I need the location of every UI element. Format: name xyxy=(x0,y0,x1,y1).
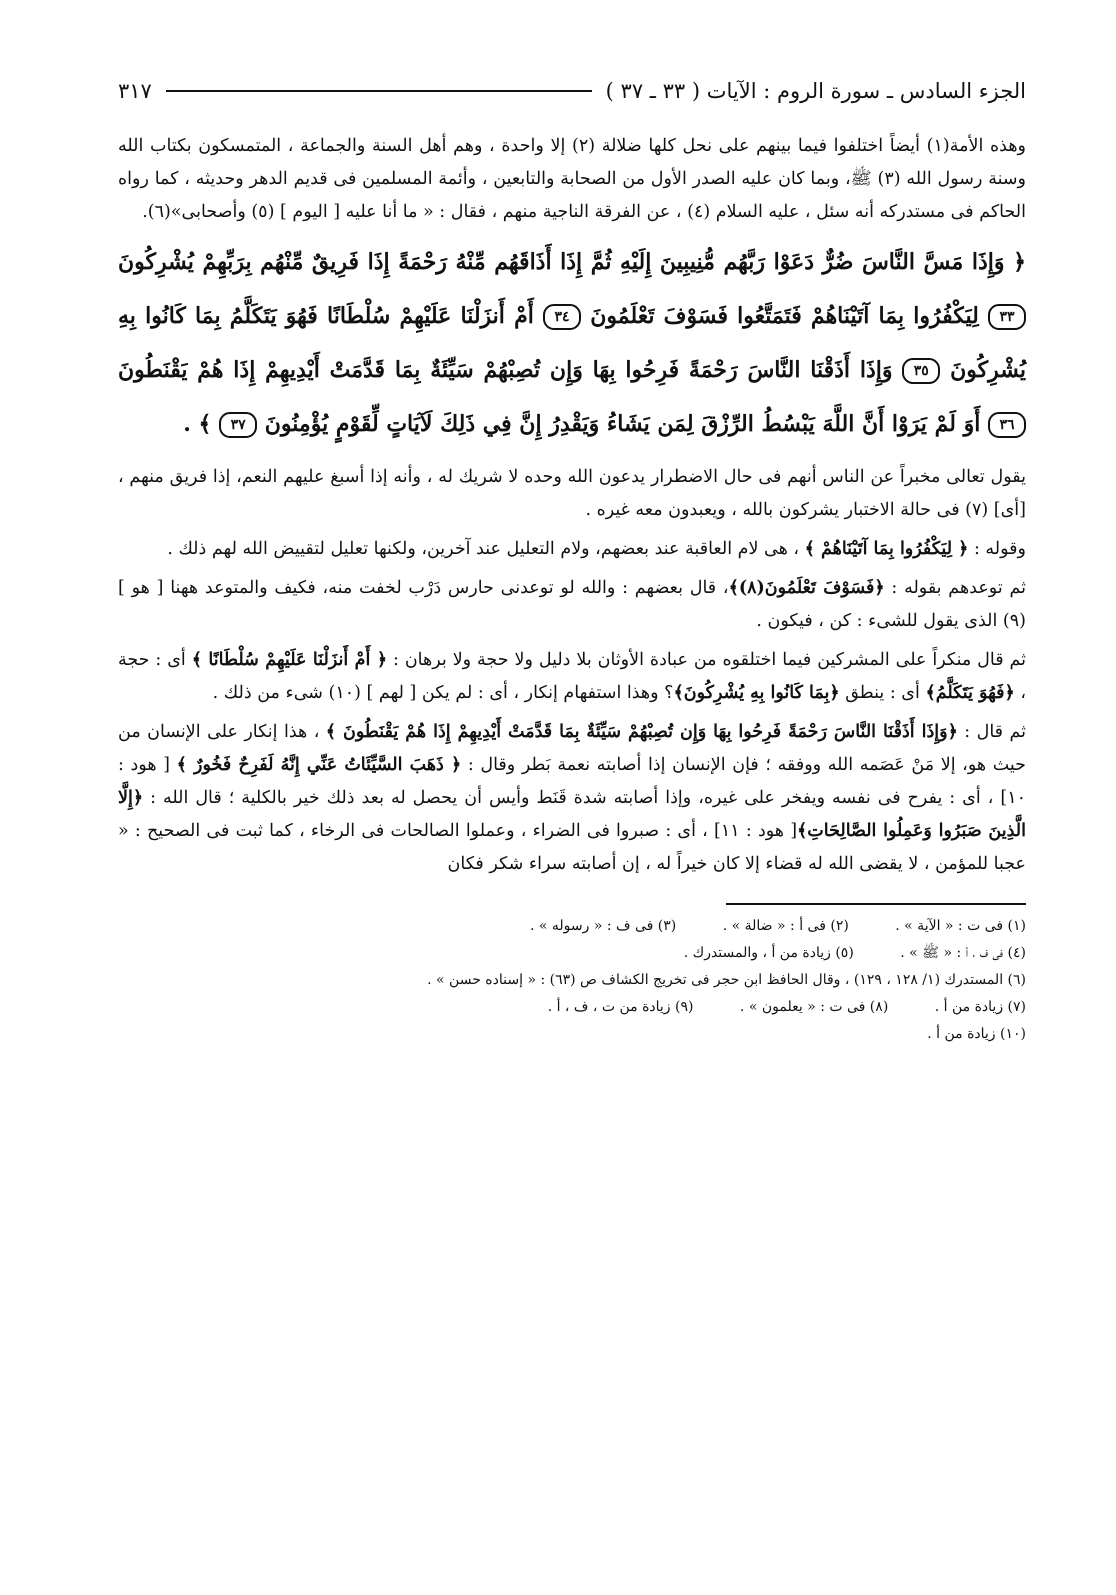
commentary-paragraph xyxy=(118,644,1026,710)
commentary-text: [ هود : ١١] ، أى : صبروا فى الضراء ، وعملوا الصالحات فى الرخاء ، كما ثبت فى الصحيح : « عجبا للمؤمن ، لا يقضى الله له قضاء إلا كان خيراً له ، إن أصابته سراء شكر فكان xyxy=(118,821,1026,874)
commentary-paragraph xyxy=(118,716,1026,881)
footnote-item: (١) فى ت : « الآية » . xyxy=(895,918,1026,934)
footnote-item: (٨) فى ت : « يعلمون » . xyxy=(739,999,889,1015)
ayah-number: ٣٧ xyxy=(219,412,257,438)
footnotes xyxy=(118,913,1026,1048)
commentary-text: ثم قال : xyxy=(957,722,1026,742)
commentary-text: ثم توعدهم بقوله : xyxy=(884,578,1027,598)
commentary-text: ، هذا إنكار على الإنسان من حيث هو، إلا مَنْ عَصَمه الله ووفقه ؛ فإن الإنسان إذا أصابته نعمة بَطر وقال : xyxy=(118,722,1027,775)
intro-paragraph: وهذه الأمة(١) أيضاً اختلفوا فيما بينهم على نحل كلها ضلالة (٢) إلا واحدة ، وهم أهل السنة والجماعة ، المتمسكون بكتاب الله وسنة رسول الله (٣) ﷺ، وبما كان عليه الصدر الأول من الصحابة والتابعين ، وأئمة المسلمين فى قديم الدهر وحديثه ، كما رواه الحاكم فى مستدركه أنه سئل ، عليه السلام (٤) ، عن الفرقة الناجية منهم ، فقال : « ما أنا عليه [ اليوم ] (٥) وأصحابى»(٦). xyxy=(118,136,1026,222)
commentary-paragraph xyxy=(118,572,1026,638)
footnote-line xyxy=(118,913,1026,940)
ayah-number: ٣٥ xyxy=(902,358,940,384)
footnote-item: (٦) المستدرك (١/ ١٢٨ ، ١٢٩) ، وقال الحافظ ابن حجر فى تخريج الكشاف ص (٦٣) : « إسناده حسن » . xyxy=(427,972,1026,988)
quran-verses xyxy=(118,235,1026,451)
header-rule xyxy=(166,90,592,92)
quran-quote: ﴿فَهُوَ يَتَكَلَّمُ﴾ xyxy=(925,683,1015,703)
footnote-line xyxy=(118,994,1026,1021)
commentary-text: [ هود : ١٠] ، أى : يفرح فى نفسه ويفخر على غيره، وإذا أصابته شدة قَنَط وأيس أن يحصل له بعد ذلك خير بالكلية ؛ قال الله : xyxy=(118,755,1026,808)
running-header xyxy=(118,70,1026,112)
footnote-line xyxy=(118,967,1026,994)
footnote-rule xyxy=(726,903,1026,905)
commentary-paragraph xyxy=(118,533,1026,566)
quran-quote: ﴿إِلَّا الَّذِينَ صَبَرُوا وَعَمِلُوا الصَّالِحَاتِ﴾ xyxy=(118,788,1026,841)
page-number: ٣١٧ xyxy=(118,79,152,103)
commentary-text: وقوله : xyxy=(968,539,1026,559)
ayah-number: ٣٦ xyxy=(988,412,1026,438)
quran-quote: ﴿ ذَهَبَ السَّيِّئَاتُ عَنِّي إِنَّهُ لَفَرِحٌ فَخُورٌ ﴾ xyxy=(176,755,462,775)
footnote-item: (٢) فى أ : « ضالة » . xyxy=(722,918,849,934)
quran-quote: ﴿بِمَا كَانُوا بِهِ يُشْرِكُونَ﴾ xyxy=(673,683,840,703)
footnote-item: (٧) زيادة من أ . xyxy=(934,999,1026,1015)
verse-text: لِيَكْفُرُوا بِمَا آتَيْنَاهُمْ فَتَمَتَّعُوا فَسَوْفَ تَعْلَمُونَ xyxy=(590,303,979,329)
commentary-text: ؟ وهذا استفهام إنكار ، أى : لم يكن [ لهم ] (١٠) شىء من ذلك . xyxy=(212,683,674,703)
footnote-item: (٩) زيادة من ت ، ف ، أ . xyxy=(547,999,694,1015)
verse-text: وَإِذَا أَذَقْنَا النَّاسَ رَحْمَةً فَرِحُوا بِهَا وَإِن تُصِبْهُمْ سَيِّئَةٌ بِمَا قَدَّمَتْ أَيْدِيهِمْ إِذَا هُمْ يَقْنَطُونَ xyxy=(118,357,893,383)
footnote-line xyxy=(118,1021,1026,1048)
commentary-text: أى : حجة ، xyxy=(118,650,1026,703)
verse-text: أَمْ أَنزَلْنَا عَلَيْهِمْ سُلْطَانًا فَهُوَ يَتَكَلَّمُ بِمَا كَانُوا بِهِ يُشْرِكُونَ xyxy=(118,303,1026,383)
ayah-number: ٣٣ xyxy=(988,304,1026,330)
ayah-number: ٣٤ xyxy=(543,304,581,330)
header-title: الجزء السادس ـ سورة الروم : الآيات ( ٣٣ ـ ٣٧ ) xyxy=(605,79,1026,103)
verse-text: أَوَ لَمْ يَرَوْا أَنَّ اللَّهَ يَبْسُطُ الرِّزْقَ لِمَن يَشَاءُ وَيَقْدِرُ إِنَّ فِي ذَلِكَ لَآيَاتٍ لِّقَوْمٍ يُؤْمِنُونَ xyxy=(264,411,981,437)
footnote-item: (١٠) زيادة من أ . xyxy=(927,1026,1026,1042)
commentary-text: ، قال بعضهم : والله لو توعدنى حارس دَرْب لخفت منه، فكيف والمتوعد ههنا [ هو ] (٩) الذى يقول للشىء : كن ، فيكون . xyxy=(118,578,1026,631)
commentary-text: ، هى لام العاقبة عند بعضهم، ولام التعليل عند آخرين، ولكنها تعليل لتقييض الله لهم ذلك . xyxy=(167,539,805,559)
quran-quote: ﴿ أَمْ أَنزَلْنَا عَلَيْهِمْ سُلْطَانًا ﴾ xyxy=(191,650,388,670)
footnote-item: (٣) فى ف : « رسوله » . xyxy=(529,918,677,934)
verse-text: ﴿ وَإِذَا مَسَّ النَّاسَ ضُرٌّ دَعَوْا رَبَّهُم مُّنِيبِينَ إِلَيْهِ ثُمَّ إِذَا أَذَاقَهُم مِّنْهُ رَحْمَةً إِذَا فَرِيقٌ مِّنْهُم بِرَبِّهِمْ يُشْرِكُونَ xyxy=(118,249,1026,275)
commentary-paragraph: يقول تعالى مخبراً عن الناس أنهم فى حال الاضطرار يدعون الله وحده لا شريك له ، وأنه إذا أسبغ عليهم النعم، إذا فريق منهم ، [أى] (٧) فى حالة الاختبار يشركون بالله ، ويعبدون معه غيره . xyxy=(118,467,1026,520)
commentary-text: ثم قال منكراً على المشركين فيما اختلقوه من عبادة الأوثان بلا دليل ولا حجة ولا برهان : xyxy=(387,650,1026,670)
footnote-item: (٤) فى ف ، أ : « ﷺ » . xyxy=(900,945,1026,961)
footnote-line xyxy=(118,940,1026,967)
commentary-text: أى : ينطق xyxy=(839,683,926,703)
quran-quote: ﴿وَإِذَا أَذَقْنَا النَّاسَ رَحْمَةً فَرِحُوا بِهَا وَإِن تُصِبْهُمْ سَيِّئَةٌ بِمَا قَدَّمَتْ أَيْدِيهِمْ إِذَا هُمْ يَقْنَطُونَ ﴾ xyxy=(325,722,958,742)
quran-quote: ﴿فَسَوْفَ تَعْلَمُونَ(٨)﴾ xyxy=(728,578,885,598)
footnote-item: (٥) زيادة من أ ، والمستدرك . xyxy=(683,945,854,961)
verse-closing: ﴾ . xyxy=(183,411,212,437)
quran-quote: ﴿ لِيَكْفُرُوا بِمَا آتَيْنَاهُمْ ﴾ xyxy=(804,539,969,559)
